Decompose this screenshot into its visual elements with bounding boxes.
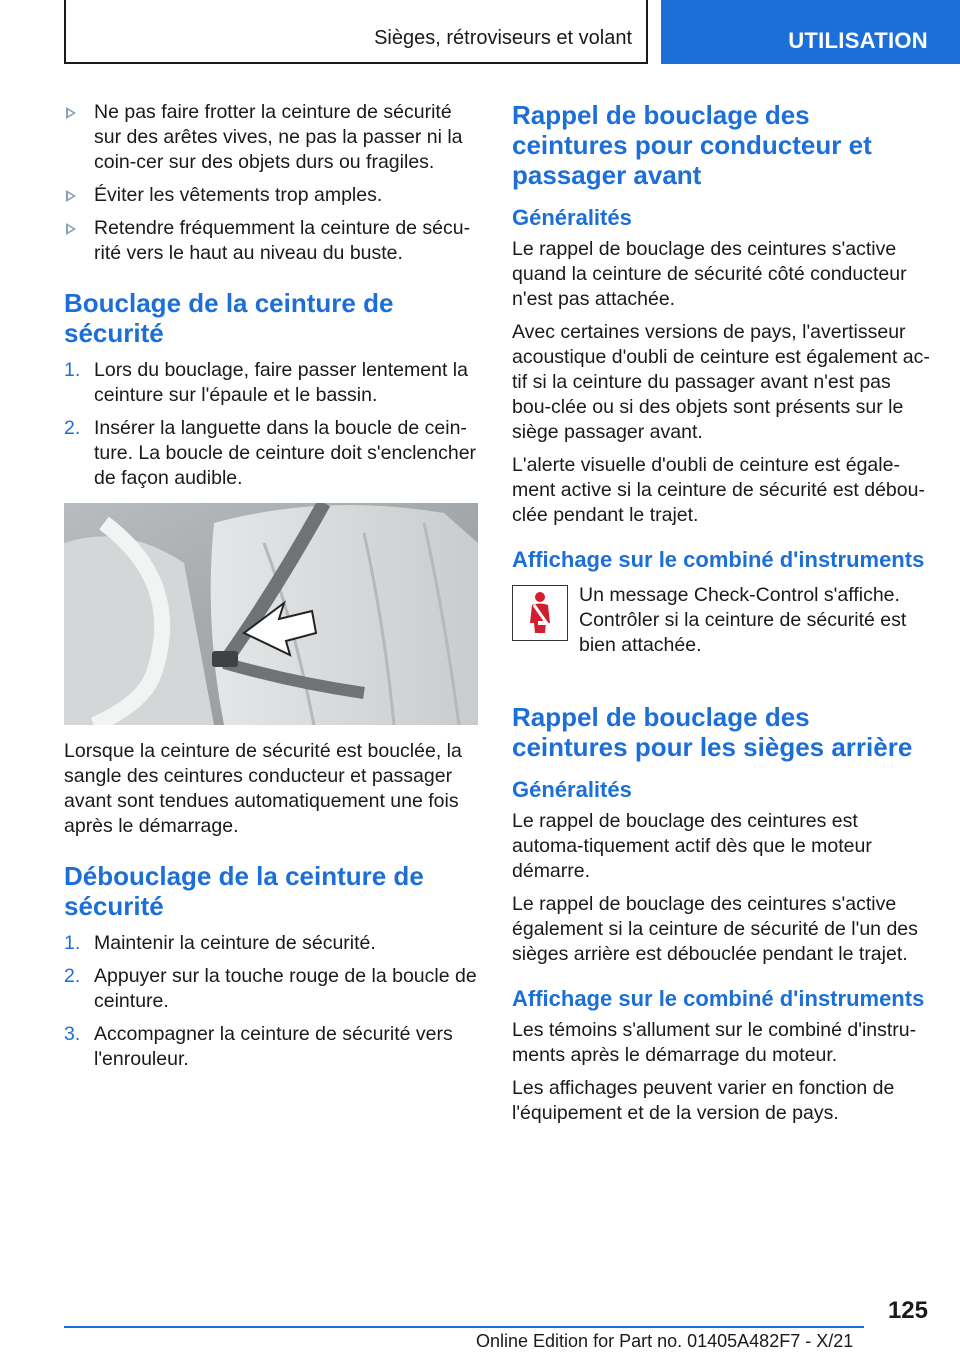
step-number: 1. [64, 932, 81, 954]
section-title: Sièges, rétroviseurs et volant [374, 27, 632, 49]
right-column [512, 100, 930, 1134]
notice-text: Un message Check-Control s'affiche. Contrôler si la ceinture de sécurité est bien attachée. [579, 584, 907, 656]
seatbelt-warning-icon [512, 585, 568, 641]
bullet-text: Retendre fréquemment la ceinture de sécu-rité vers le haut au niveau du buste. [94, 217, 471, 264]
step-number: 3. [64, 1023, 81, 1045]
step-item [64, 931, 478, 956]
check-control-notice [512, 583, 930, 658]
step-item [64, 1022, 478, 1072]
paragraph: Le rappel de bouclage des ceintures s'active quand la ceinture de sécurité côté conducteur n'est pas attachée. [512, 238, 907, 310]
generalites-heading: Généralités [512, 205, 632, 230]
step-text: Lors du bouclage, faire passer lentement la ceinture sur l'épaule et le bassin. [94, 359, 468, 406]
list-item [64, 216, 478, 266]
step-item [64, 416, 478, 491]
paragraph: Le rappel de bouclage des ceintures s'active également si la ceinture de sécurité de l'un des sièges arrière est débouclée pendant le trajet. [512, 893, 918, 965]
paragraph: Les témoins s'allument sur le combiné d'instru-ments après le démarrage du moteur. [512, 1019, 917, 1066]
triangle-bullet-icon [66, 190, 76, 202]
rear-reminder-heading: Rappel de bouclage des ceintures pour les sièges arrière [512, 702, 913, 762]
bullet-text: Éviter les vêtements trop amples. [94, 184, 383, 206]
left-column [64, 100, 478, 1080]
page-number: 125 [887, 1297, 928, 1324]
step-item [64, 358, 478, 408]
triangle-bullet-icon [66, 223, 76, 235]
paragraph: Avec certaines versions de pays, l'avertisseur acoustique d'oubli de ceinture est également ac-tif si la ceinture du passager avant n'est pas bou-clée ou si des objets sont présents sur le siège passager avant. [512, 321, 930, 443]
step-text: Insérer la languette dans la boucle de cein-ture. La boucle de ceinture doit s'enclencher de façon audible. [94, 417, 477, 489]
chapter-tab [661, 0, 960, 64]
belt-buckle [212, 651, 238, 667]
section-header [64, 0, 648, 64]
bouclage-steps [64, 358, 478, 491]
affichage-heading: Affichage sur le combiné d'instruments [512, 986, 925, 1011]
step-number: 2. [64, 965, 81, 987]
step-text: Accompagner la ceinture de sécurité vers l'enrouleur. [94, 1023, 453, 1070]
step-text: Maintenir la ceinture de sécurité. [94, 932, 376, 954]
triangle-bullet-icon [66, 107, 76, 119]
paragraph: Les affichages peuvent varier en fonction de l'équipement et de la version de pays. [512, 1077, 895, 1124]
safety-bullet-list [64, 100, 478, 266]
list-item [64, 183, 478, 208]
step-text: Appuyer sur la touche rouge de la boucle de ceinture. [94, 965, 477, 1012]
generalites-heading: Généralités [512, 777, 632, 802]
chapter-title: UTILISATION [788, 28, 928, 53]
paragraph: Le rappel de bouclage des ceintures est automa-tiquement actif dès que le moteur démarre. [512, 810, 872, 882]
affichage-heading: Affichage sur le combiné d'instruments [512, 547, 925, 572]
step-number: 2. [64, 417, 81, 439]
edition-info: Online Edition for Part no. 01405A482F7 - X/21 [476, 1331, 854, 1351]
paragraph: L'alerte visuelle d'oubli de ceinture est égale-ment active si la ceinture de sécurité est débou-clée pendant le trajet. [512, 454, 925, 526]
debouclage-steps [64, 931, 478, 1072]
step-number: 1. [64, 359, 81, 381]
debouclage-heading: Débouclage de la ceinture de sécurité [64, 861, 424, 921]
list-item [64, 100, 478, 175]
bouclage-heading: Bouclage de la ceinture de sécurité [64, 288, 394, 348]
front-reminder-heading: Rappel de bouclage des ceintures pour conducteur et passager avant [512, 100, 872, 190]
footer-divider [64, 1326, 864, 1328]
seatbelt-illustration [64, 503, 478, 725]
after-photo-paragraph: Lorsque la ceinture de sécurité est bouclée, la sangle des ceintures conducteur et passager avant sont tendues automatiquement une fois après le démarrage. [64, 740, 462, 837]
bullet-text: Ne pas faire frotter la ceinture de sécurité sur des arêtes vives, ne pas la passer ni la coin-cer sur des objets durs ou fragiles. [94, 101, 463, 173]
step-item [64, 964, 478, 1014]
